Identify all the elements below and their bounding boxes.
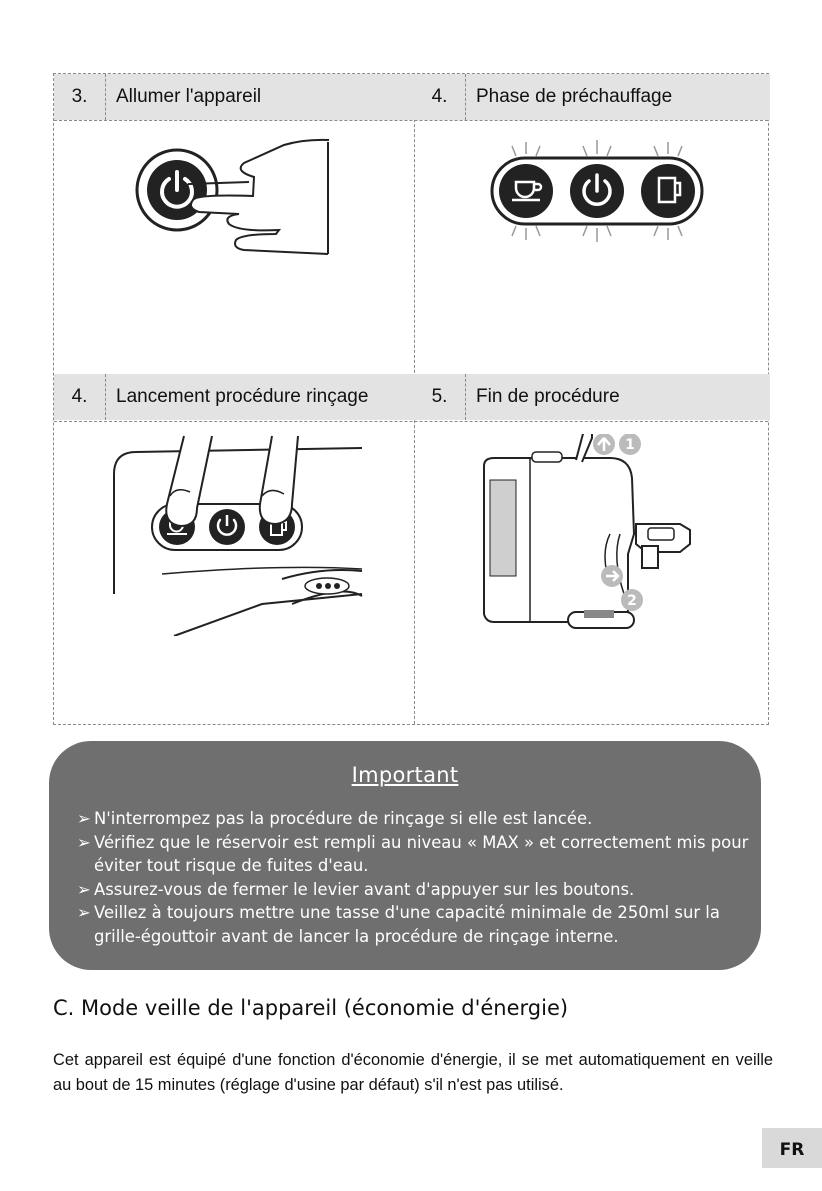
- step-header: [414, 374, 770, 420]
- bullet-arrow-icon: ➢: [77, 903, 91, 922]
- step-cell: [414, 374, 770, 726]
- marker-one: 1: [625, 437, 635, 453]
- bullet-arrow-icon: ➢: [77, 809, 91, 828]
- step-title: Phase de préchauffage: [476, 86, 673, 107]
- list-item-text: Vérifiez que le réservoir est rempli au niveau « MAX » et correctement mis pour éviter tout risque de fuites d'eau.: [94, 832, 749, 875]
- list-item: [77, 901, 753, 948]
- list-item-text: Assurez-vous de fermer le levier avant d'appuyer sur les boutons.: [94, 879, 635, 899]
- list-item-text: N'interrompez pas la procédure de rinçage si elle est lancée.: [94, 809, 593, 828]
- step-title: Allumer l'appareil: [116, 86, 262, 107]
- three-buttons-blinking-icon: [482, 136, 712, 246]
- step-title: Lancement procédure rinçage: [116, 386, 369, 407]
- step-number: 4.: [54, 374, 106, 420]
- step-header: [54, 74, 414, 120]
- machine-lever-and-tray-icon: [480, 434, 740, 644]
- list-item: [77, 831, 753, 878]
- press-two-buttons-icon: [112, 434, 372, 636]
- steps-grid: [53, 73, 769, 725]
- section-body: Cet appareil est équipé d'une fonction d'économie d'énergie, il se met automatiquement en veille au bout de 15 minutes (réglage d'usine par défaut) s'il n'est pas utilisé.: [53, 1051, 773, 1094]
- important-notice: [49, 741, 761, 970]
- marker-two: 2: [627, 593, 637, 609]
- step-number: 5.: [414, 374, 466, 420]
- important-title: Important: [351, 763, 459, 787]
- step-cell: [54, 74, 414, 374]
- step-cell: [414, 74, 770, 374]
- bullet-arrow-icon: ➢: [77, 879, 91, 899]
- bullet-arrow-icon: ➢: [77, 832, 91, 852]
- list-item: [77, 878, 753, 902]
- step-number: 3.: [54, 74, 106, 120]
- step-header: [414, 74, 770, 120]
- step-title: Fin de procédure: [476, 386, 620, 407]
- important-list: [77, 807, 753, 948]
- list-item: [77, 807, 753, 831]
- list-item-text: Veillez à toujours mettre une tasse d'une capacité minimale de 250ml sur la grille-égouttoir avant de lancer la procédure de rinçage interne.: [94, 903, 720, 946]
- step-header: [54, 374, 414, 420]
- press-power-button-icon: [134, 132, 334, 262]
- section-title: C. Mode veille de l'appareil (économie d'énergie): [53, 996, 569, 1020]
- step-cell: [54, 374, 414, 726]
- language-tab: FR: [762, 1128, 822, 1168]
- step-number: 4.: [414, 74, 466, 120]
